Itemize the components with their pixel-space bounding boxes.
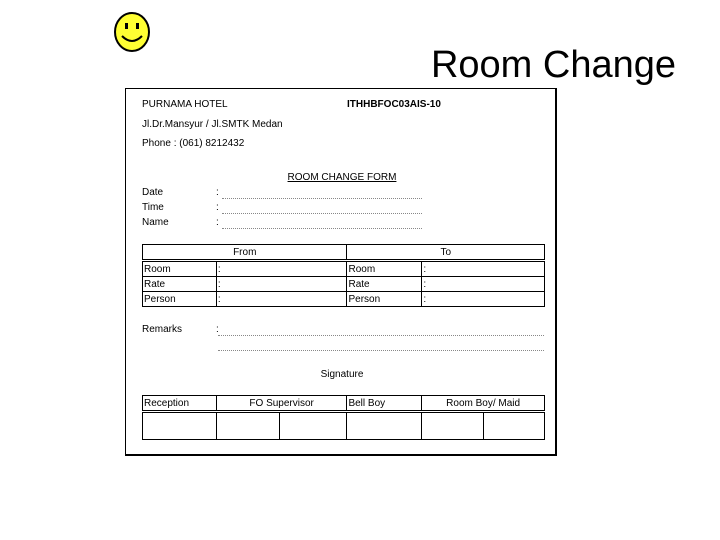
room-change-form (125, 88, 557, 456)
table-row (143, 277, 545, 292)
hotel-name: PURNAMA HOTEL (142, 99, 228, 110)
to-room-field[interactable]: : (422, 261, 545, 277)
time-label: Time (142, 202, 164, 213)
to-person-field[interactable]: : (422, 292, 545, 307)
to-person-label: Person (347, 292, 422, 307)
from-rate-field[interactable]: : (216, 277, 347, 292)
from-room-label: Room (143, 261, 217, 277)
remarks-line-2[interactable] (218, 350, 544, 351)
from-room-field[interactable]: : (216, 261, 347, 277)
to-rate-label: Rate (347, 277, 422, 292)
slide-title: Room Change (430, 44, 676, 86)
to-rate-field[interactable]: : (422, 277, 545, 292)
room-boy-signature-box-1[interactable] (422, 412, 484, 440)
fo-supervisor-signature-box-2[interactable] (279, 412, 347, 440)
name-label: Name (142, 217, 169, 228)
reception-header: Reception (143, 396, 217, 412)
document-code: ITHHBFOC03AIS-10 (347, 99, 441, 110)
table-row (143, 292, 545, 307)
from-person-field[interactable]: : (216, 292, 347, 307)
fo-supervisor-header: FO Supervisor (216, 396, 347, 412)
to-header: To (347, 245, 545, 261)
form-title: ROOM CHANGE FORM (287, 172, 397, 183)
remarks-line-1[interactable] (218, 335, 544, 336)
time-field[interactable] (222, 213, 422, 214)
name-colon: : (216, 217, 219, 228)
table-row (143, 261, 545, 277)
hotel-address: Jl.Dr.Mansyur / Jl.SMTK Medan (142, 119, 283, 130)
from-person-label: Person (143, 292, 217, 307)
bell-boy-signature-box[interactable] (347, 412, 422, 440)
hotel-phone: Phone : (061) 8212432 (142, 138, 245, 149)
bell-boy-header: Bell Boy (347, 396, 422, 412)
date-label: Date (142, 187, 164, 198)
signature-label: Signature (320, 369, 364, 380)
date-field[interactable] (222, 198, 422, 199)
name-field[interactable] (222, 228, 422, 229)
remarks-colon: : (216, 324, 219, 335)
from-to-table (142, 244, 545, 307)
from-header: From (143, 245, 347, 261)
remarks-label: Remarks (142, 324, 183, 335)
from-rate-label: Rate (143, 277, 217, 292)
to-room-label: Room (347, 261, 422, 277)
smiley-face-icon (112, 10, 152, 54)
time-colon: : (216, 202, 219, 213)
room-boy-maid-header: Room Boy/ Maid (422, 396, 545, 412)
room-boy-signature-box-2[interactable] (484, 412, 545, 440)
signature-table (142, 395, 545, 440)
fo-supervisor-signature-box-1[interactable] (216, 412, 279, 440)
date-colon: : (216, 187, 219, 198)
reception-signature-box[interactable] (143, 412, 217, 440)
signature-row (143, 412, 545, 440)
